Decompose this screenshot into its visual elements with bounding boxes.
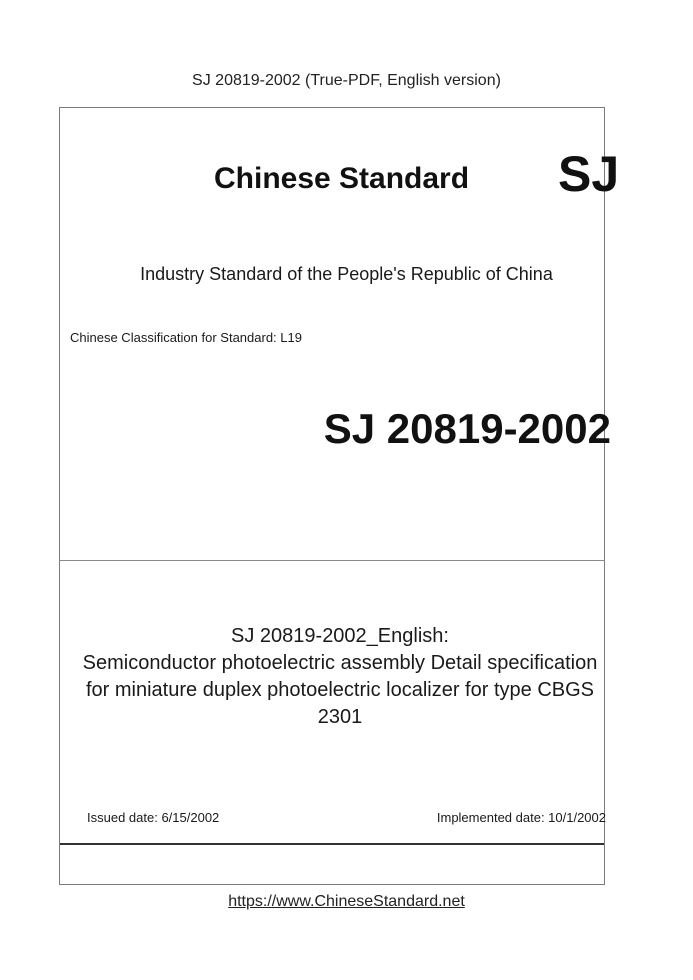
document-title xyxy=(60,623,620,731)
industry-line: Industry Standard of the People's Republic of China xyxy=(140,264,553,284)
section-divider xyxy=(60,560,604,561)
title-line: for miniature duplex photoelectric localizer for type CBGS xyxy=(85,679,594,701)
footer xyxy=(0,893,693,911)
title-line: Semiconductor photoelectric assembly Detail specification xyxy=(82,652,598,674)
standard-number: SJ 20819-2002 xyxy=(323,405,611,452)
classification-text: Chinese Classification for Standard: L19 xyxy=(70,330,302,345)
title-line: SJ 20819-2002_English: xyxy=(231,625,449,647)
implemented-date: Implemented date: 10/1/2002 xyxy=(436,810,606,825)
cover-frame xyxy=(59,107,605,885)
title-line: 2301 xyxy=(317,706,363,728)
bottom-divider xyxy=(60,843,604,845)
website-link[interactable]: https://www.ChineseStandard.net xyxy=(228,893,465,910)
sj-mark: SJ xyxy=(558,146,620,202)
document-header: SJ 20819-2002 (True-PDF, English version) xyxy=(192,72,501,89)
issued-date: Issued date: 6/15/2002 xyxy=(87,810,220,825)
cover-heading: Chinese Standard xyxy=(214,162,470,195)
